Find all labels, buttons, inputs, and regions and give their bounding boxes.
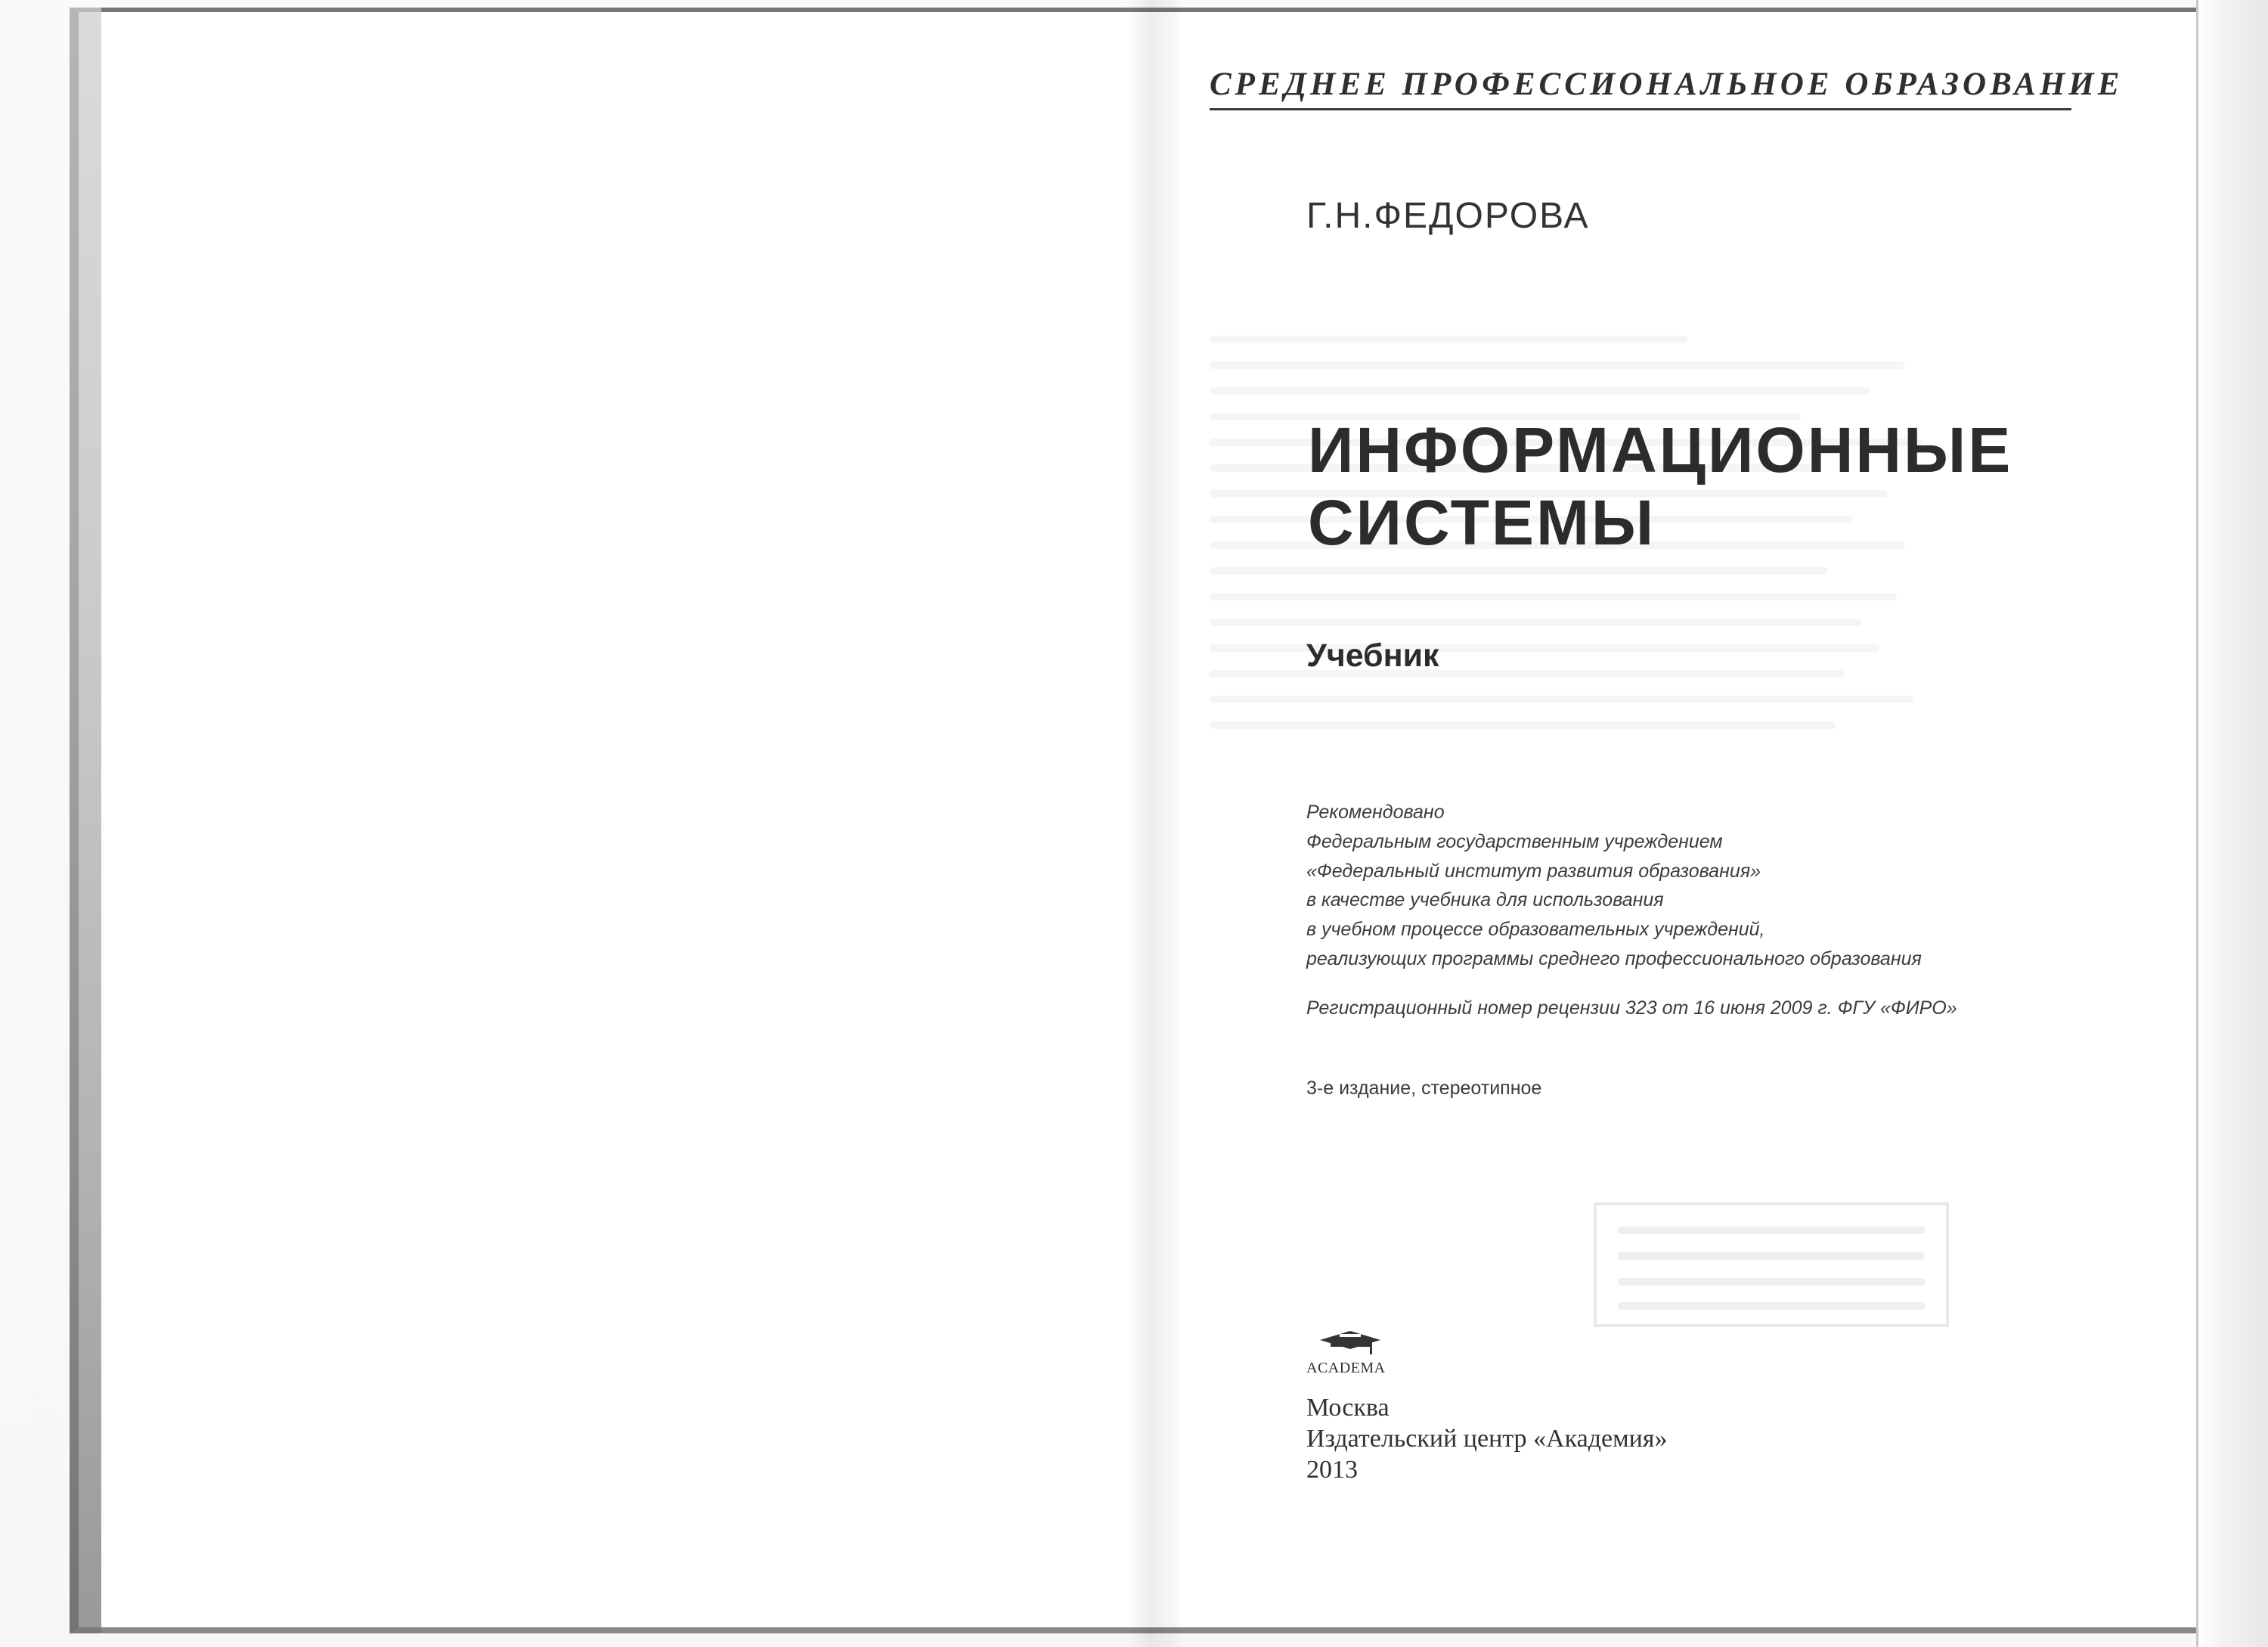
review-registration: Регистрационный номер рецензии 323 от 16 июня 2009 г. ФГУ «ФИРО» — [1306, 997, 1957, 1019]
recommendation-line: Рекомендовано — [1306, 802, 1445, 823]
book-subtitle: Учебник — [1306, 637, 1439, 674]
imprint-year: 2013 — [1306, 1455, 1358, 1484]
recommendation-line: реализующих программы среднего профессионального образования — [1306, 948, 1922, 969]
graduation-cap-icon — [1306, 1323, 1397, 1358]
left-book-edge — [70, 8, 101, 1633]
publisher-logo-text: ACADEMA — [1306, 1360, 1386, 1376]
recommendation-line: в качестве учебника для использования — [1306, 889, 1664, 911]
spine-shadow — [1126, 0, 1179, 1647]
recommendation-line: Федеральным государственным учреждением — [1306, 830, 1723, 852]
author-name: Г.Н.ФЕДОРОВА — [1306, 196, 1590, 236]
imprint-city: Москва — [1306, 1394, 1390, 1422]
imprint-publisher: Издательский центр «Академия» — [1306, 1424, 1668, 1453]
series-header: СРЕДНЕЕ ПРОФЕССИОНАЛЬНОЕ ОБРАЗОВАНИЕ — [1210, 67, 2071, 110]
publisher-imprint — [1306, 1393, 1667, 1485]
right-book-edge — [2196, 0, 2268, 1647]
publisher-logo — [1306, 1323, 1416, 1380]
title-line-1: ИНФОРМАЦИОННЫЕ — [1308, 414, 2013, 485]
book-title — [1308, 414, 2013, 560]
recommendation-line: в учебном процессе образовательных учреждений, — [1306, 919, 1765, 940]
edition-note: 3-е издание, стереотипное — [1306, 1078, 1542, 1099]
library-stamp — [1594, 1202, 1949, 1327]
recommendation-line: «Федеральный институт развития образования» — [1306, 860, 1761, 882]
recommendation-block — [1306, 798, 2047, 974]
title-line-2: СИСТЕМЫ — [1308, 486, 1656, 558]
